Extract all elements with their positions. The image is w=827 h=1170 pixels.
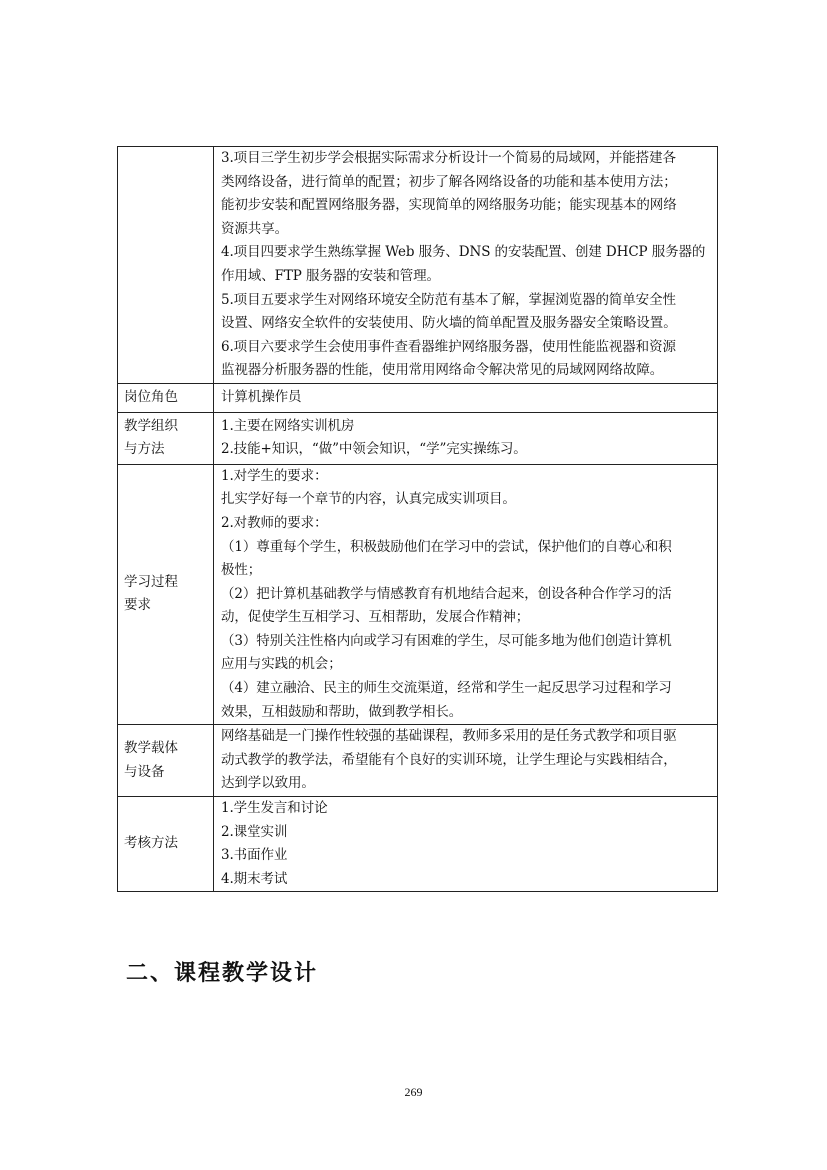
row-content-line: 6.项目六要求学生会使用事件查看器维护网络服务器，使用性能监视器和资源 (221, 338, 676, 355)
row-content-cell (214, 147, 718, 384)
row-label-cell (118, 797, 214, 892)
page-number: 269 (404, 1085, 423, 1099)
row-label-cell (118, 464, 214, 725)
row-label-text: 与设备 (124, 763, 165, 780)
row-content-line: 2.技能+知识，“做”中领会知识，“学”完实操练习。 (221, 441, 527, 458)
row-content-line: 2.课堂实训 (221, 823, 288, 840)
row-label-cell (118, 725, 214, 797)
row-content-line: 作用域、FTP 服务器的安装和管理。 (221, 267, 440, 284)
row-content-cell (214, 412, 718, 464)
row-label-text: 学习过程 (124, 573, 178, 590)
row-content-cell (214, 797, 718, 892)
row-content-line: 5.项目五要求学生对网络环境安全防范有基本了解，掌握浏览器的简单安全性 (221, 291, 676, 308)
row-content-line: 类网络设备，进行简单的配置；初步了解各网络设备的功能和基本使用方法； (221, 173, 677, 190)
row-content-line: 效果，互相鼓励和帮助，做到教学相长。 (221, 703, 463, 720)
row-label-text: 与方法 (124, 441, 165, 458)
row-content-cell (214, 464, 718, 725)
row-label-text: 要求 (124, 597, 151, 614)
row-content-line: 1.学生发言和讨论 (221, 800, 328, 817)
row-content-line: （3）特别关注性格内向或学习有困难的学生，尽可能多地为他们创造计算机 (221, 632, 672, 649)
table-row (118, 147, 718, 384)
row-content-line: 3.项目三学生初步学会根据实际需求分析设计一个简易的局域网，并能搭建各 (221, 150, 676, 166)
section-title: 二、课程教学设计 (126, 961, 319, 986)
row-content-line: （1）尊重每个学生，积极鼓励他们在学习中的尝试，保护他们的自尊心和积 (221, 538, 672, 555)
row-label-text: 岗位角色 (124, 388, 178, 405)
row-content-line: 资源共享。 (221, 220, 288, 237)
row-content-line: 1.对学生的要求： (221, 467, 328, 484)
row-content-line: 应用与实践的机会； (221, 656, 342, 673)
row-content-line: 网络基础是一门操作性较强的基础课程，教师多采用的是任务式教学和项目驱 (221, 728, 677, 745)
table-row (118, 412, 718, 464)
row-label-text: 考核方法 (124, 835, 178, 852)
row-label-text: 教学载体 (124, 740, 178, 757)
table-row (118, 383, 718, 412)
row-content-cell (214, 383, 718, 412)
row-content-cell (214, 725, 718, 797)
row-content-line: 4.期末考试 (221, 870, 288, 887)
row-label-text: 教学组织 (124, 417, 178, 434)
table-row (118, 464, 718, 725)
row-content-line: 设置、网络安全软件的安装使用、防火墙的简单配置及服务器安全策略设置。 (221, 315, 677, 332)
row-label-cell (118, 383, 214, 412)
row-label-cell (118, 412, 214, 464)
row-content-line: 4.项目四要求学生熟练掌握 Web 服务、DNS 的安装配置、创建 DHCP 服务器的 (221, 244, 706, 261)
course-info-table-body (118, 147, 718, 892)
table-row (118, 725, 718, 797)
row-content-line: 动式教学的教学法，希望能有个良好的实训环境，让学生理论与实践相结合， (221, 751, 677, 768)
row-content-line: 2.对教师的要求： (221, 514, 328, 531)
table-row (118, 797, 718, 892)
course-info-table (117, 146, 718, 892)
row-content-line: 极性； (221, 562, 262, 579)
row-content-line: （4）建立融洽、民主的师生交流渠道，经常和学生一起反思学习过程和学习 (221, 680, 672, 697)
row-content-line: （2）把计算机基础教学与情感教育有机地结合起来，创设各种合作学习的活 (221, 585, 672, 602)
row-content-line: 动，促使学生互相学习、互相帮助，发展合作精神； (221, 609, 530, 626)
row-content-line: 1.主要在网络实训机房 (221, 417, 355, 434)
row-content-line: 监视器分析服务器的性能，使用常用网络命令解决常见的局域网网络故障。 (221, 362, 664, 379)
row-content-line: 能初步安装和配置网络服务器，实现简单的网络服务功能；能实现基本的网络 (221, 197, 677, 214)
row-content-line: 扎实学好每一个章节的内容，认真完成实训项目。 (221, 491, 516, 508)
row-content-line: 3.书面作业 (221, 847, 288, 864)
row-content-line: 计算机操作员 (221, 388, 302, 405)
row-content-line: 达到学以致用。 (221, 775, 315, 792)
row-label-cell (118, 147, 214, 384)
